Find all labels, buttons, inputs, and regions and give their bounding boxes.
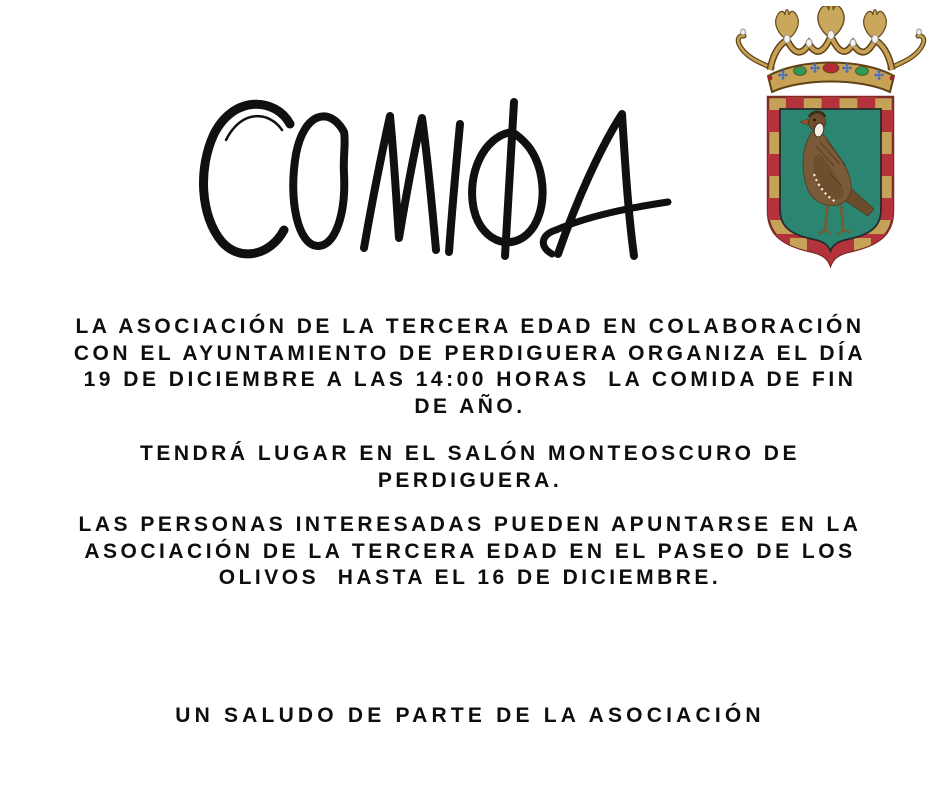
text-line: OLIVOS HASTA EL 16 DE DICIEMBRE. [218,566,722,589]
perdiguera-crest [730,6,934,268]
letter-i [449,124,460,252]
text-line: LAS PERSONAS INTERESADAS PUEDEN APUNTARSE EN LA [78,513,862,536]
footer-greeting [0,703,940,730]
coat-of-arms [730,6,934,268]
letter-o [293,116,344,246]
text-line: DE AÑO. [414,394,526,418]
poster-title [193,90,675,295]
letter-d-stem [505,102,514,256]
text-line: 19 DE DICIEMBRE A LAS 14:00 HORAS LA COMIDA DE FIN [83,368,857,391]
letter-c [204,104,290,254]
pearl-icon [741,29,922,47]
text-line: UN SALUDO DE PARTE DE LA ASOCIACIÓN [175,704,765,727]
text-line: TENDRÁ LUGAR EN EL SALÓN MONTEOSCURO DE [140,442,800,465]
crown-icon [738,6,924,92]
paragraph-signup [0,512,940,592]
letter-m [364,116,436,250]
text-line: LA ASOCIACIÓN DE LA TERCERA EDAD EN COLABORACIÓN [75,315,865,338]
shield [768,97,893,268]
letter-c-texture [226,116,282,140]
comida-script-title [193,90,675,295]
paragraph-venue [0,441,940,494]
text-line: PERDIGUERA. [377,468,563,492]
letter-a-legs [558,114,634,256]
text-line: CON EL AYUNTAMIENTO DE PERDIGUERA ORGANIZA EL DÍA [73,341,867,365]
text-line: ASOCIACIÓN DE LA TERCERA EDAD EN EL PASEO DE LOS [84,539,856,563]
paragraph-announcement [0,314,940,420]
